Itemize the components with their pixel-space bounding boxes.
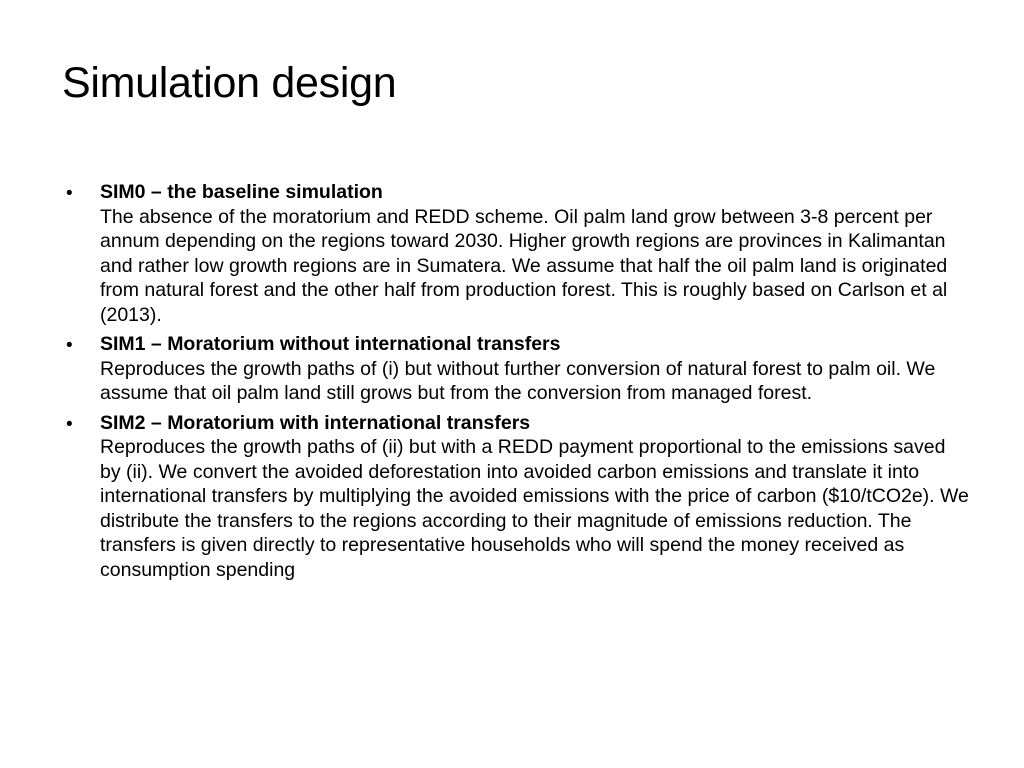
bullet-body: Reproduces the growth paths of (ii) but with a REDD payment proportional to the emissions saved by (ii). We convert the avoided deforestation into avoided carbon emissions and translate it into international transfers by multiplying the avoided emissions with the price of carbon ($10/tCO2e). We distribute the transfers to the regions according to their magnitude of emissions reduction. The transfers is given directly to representative households who will spend the money received as consumption spending xyxy=(100,436,969,581)
slide-title: Simulation design xyxy=(62,59,397,107)
bullet-dot-icon: • xyxy=(66,335,73,356)
bullet-dot-icon: • xyxy=(66,183,73,204)
bullet-item-sim2 xyxy=(0,411,1024,583)
bullet-heading: SIM1 – Moratorium without international transfers xyxy=(100,333,561,355)
bullet-heading: SIM0 – the baseline simulation xyxy=(100,181,383,203)
bullet-item-sim1 xyxy=(0,332,1024,406)
bullet-body: Reproduces the growth paths of (i) but without further conversion of natural forest to palm oil. We assume that oil palm land still grows but from the conversion from managed forest. xyxy=(100,357,936,404)
bullet-list xyxy=(0,180,1024,587)
bullet-dot-icon: • xyxy=(66,413,73,435)
bullet-item-sim0 xyxy=(0,180,1024,327)
bullet-heading: SIM2 – Moratorium with international transfers xyxy=(100,411,531,434)
bullet-body: The absence of the moratorium and REDD scheme. Oil palm land grow between 3-8 percent per annum depending on the regions toward 2030. Higher growth regions are provinces in Kalimantan and rather low growth regions are in Sumatera. We assume that half the oil palm land is originated from natural forest and the other half from production forest. This is roughly based on Carlson et al (2013). xyxy=(100,205,948,326)
